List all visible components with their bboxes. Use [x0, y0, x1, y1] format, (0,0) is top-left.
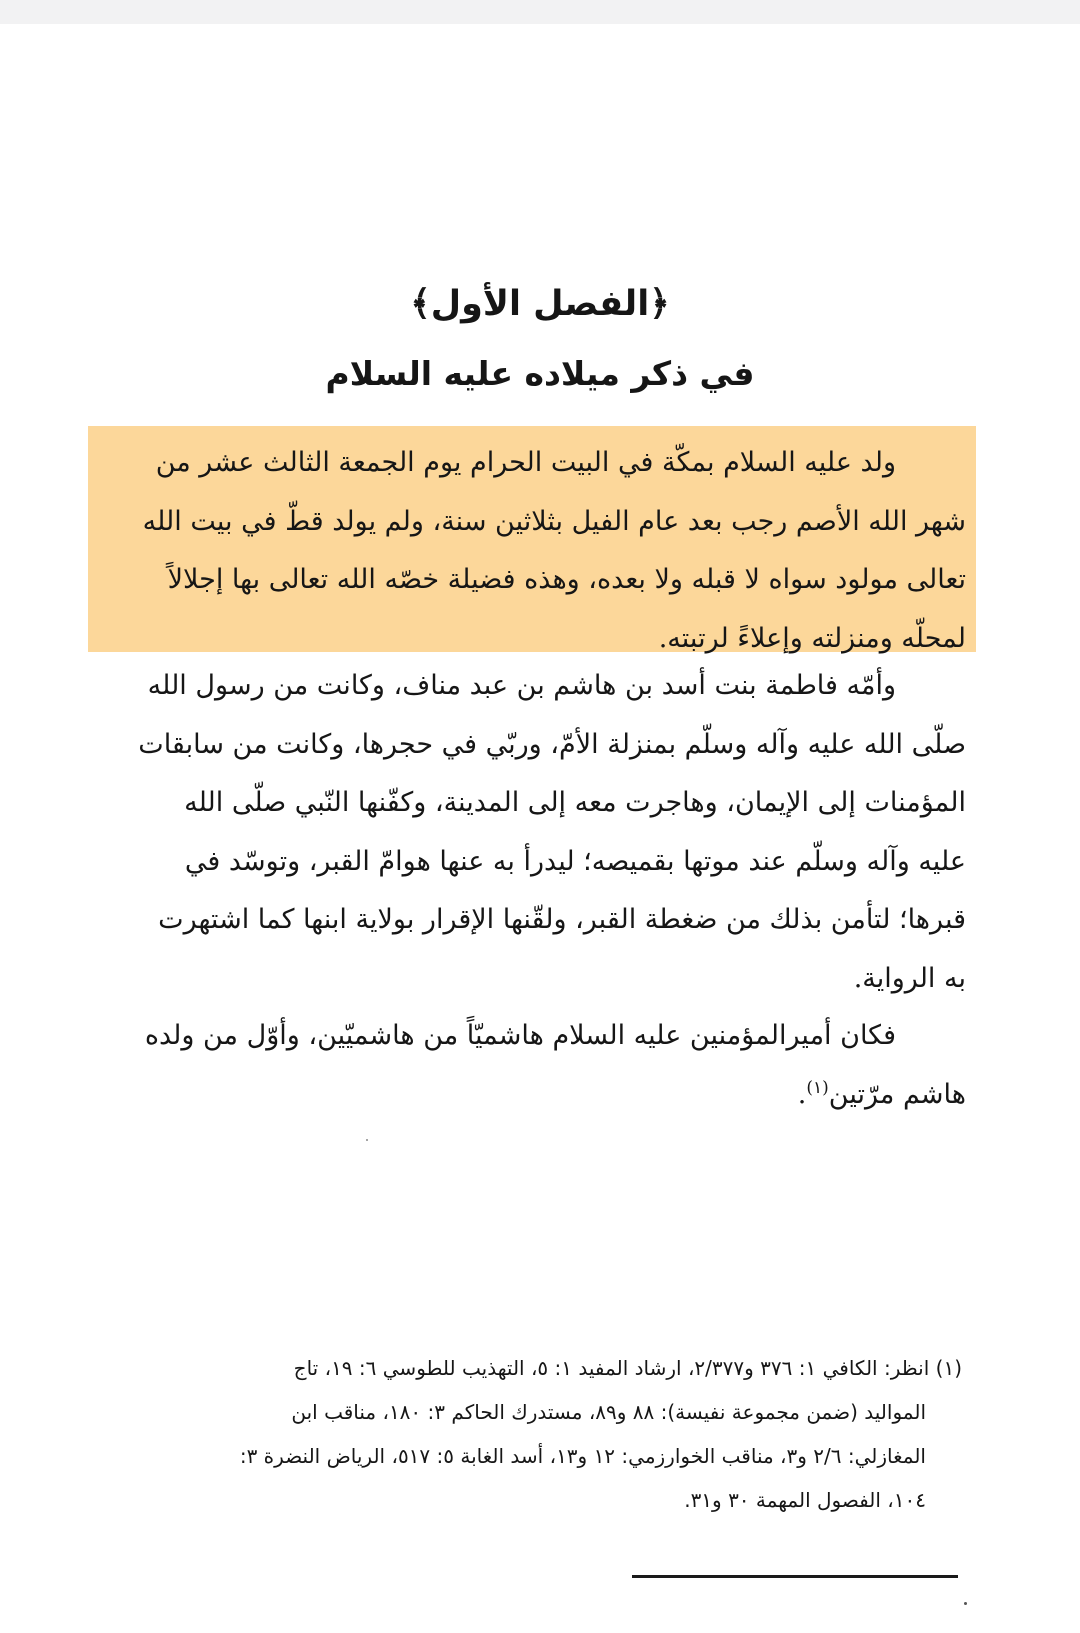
paragraph-lineage: [106, 1007, 966, 1124]
footnote-line: ١٠٤، الفصول المهمة ٣٠ و٣١.: [684, 1488, 926, 1512]
text-line: فكان أميرالمؤمنين عليه السلام هاشميّاً من هاشميّين، وأوّل من ولده: [144, 1020, 896, 1051]
viewer-top-bar: [0, 0, 1080, 25]
text-line: المؤمنات إلى الإيمان، وهاجرت معه إلى المدينة، وكفّنها النّبي صلّى الله: [184, 787, 966, 818]
text-line: صلّى الله عليه وآله وسلّم بمنزلة الأمّ، وربّي في حجرها، وكانت من سابقات: [138, 728, 966, 760]
text-line: عليه وآله وسلّم عند موتها بقميصه؛ ليدرأ به عنها هوامّ القبر، وتوسّد في: [184, 845, 966, 877]
scan-speck: [366, 1139, 368, 1141]
footnote-line: المواليد (ضمن مجموعة نفيسة): ٨٨ و٨٩، مستدرك الحاكم ٣: ١٨٠، مناقب ابن: [291, 1400, 926, 1424]
sentence-end: .: [797, 1078, 807, 1110]
text-line: لمحلّه ومنزلته وإعلاءً لرتبته.: [658, 622, 966, 654]
footnote-line: المغازلي: ٢/٦ و٣، مناقب الخوارزمي: ١٢ و١٣، أسد الغابة ٥: ٥١٧، الرياض النضرة ٣:: [239, 1444, 926, 1468]
text-fragment: هاشم مرّتين: [828, 1078, 966, 1110]
text-line: قبرها؛ لتأمن بذلك من ضغطة القبر، ولقّنها الإقرار بولاية ابنها كما اشتهرت: [158, 904, 966, 935]
text-line: به الرواية.: [853, 962, 966, 994]
text-line: ولد عليه السلام بمكّة في البيت الحرام يوم الجمعة الثالث عشر من: [155, 447, 896, 478]
footnote-block: [112, 1346, 962, 1522]
text-line-with-footnote: [106, 1066, 966, 1125]
text-line: تعالى مولود سواه لا قبله ولا بعده، وهذه فضيلة خصّه الله تعالى بها إجلالاً: [167, 564, 966, 595]
text-line: وأمّه فاطمة بنت أسد بن هاشم بن عبد مناف، وكانت من رسول الله: [147, 670, 896, 701]
chapter-title: ﴿الفصل الأول﴾: [410, 284, 670, 324]
scan-speck: [964, 1602, 967, 1605]
book-page[interactable]: [0, 24, 1080, 1633]
footnote-reference[interactable]: (١): [806, 1077, 829, 1098]
footnote-line: (١) انظر: الكافي ١: ٣٧٦ و٢/٣٧٧، ارشاد المفيد ١: ٥، التهذيب للطوسي ٦: ١٩، تاج: [293, 1356, 962, 1380]
footnote-separator: [632, 1575, 958, 1578]
paragraph-mother: [106, 657, 966, 1008]
chapter-subtitle: في ذكر ميلاده عليه السلام: [325, 354, 755, 393]
text-line: شهر الله الأصم رجب بعد عام الفيل بثلاثين سنة، ولم يولد قطّ في بيت الله: [142, 505, 966, 537]
paragraph-birth: [106, 434, 966, 668]
